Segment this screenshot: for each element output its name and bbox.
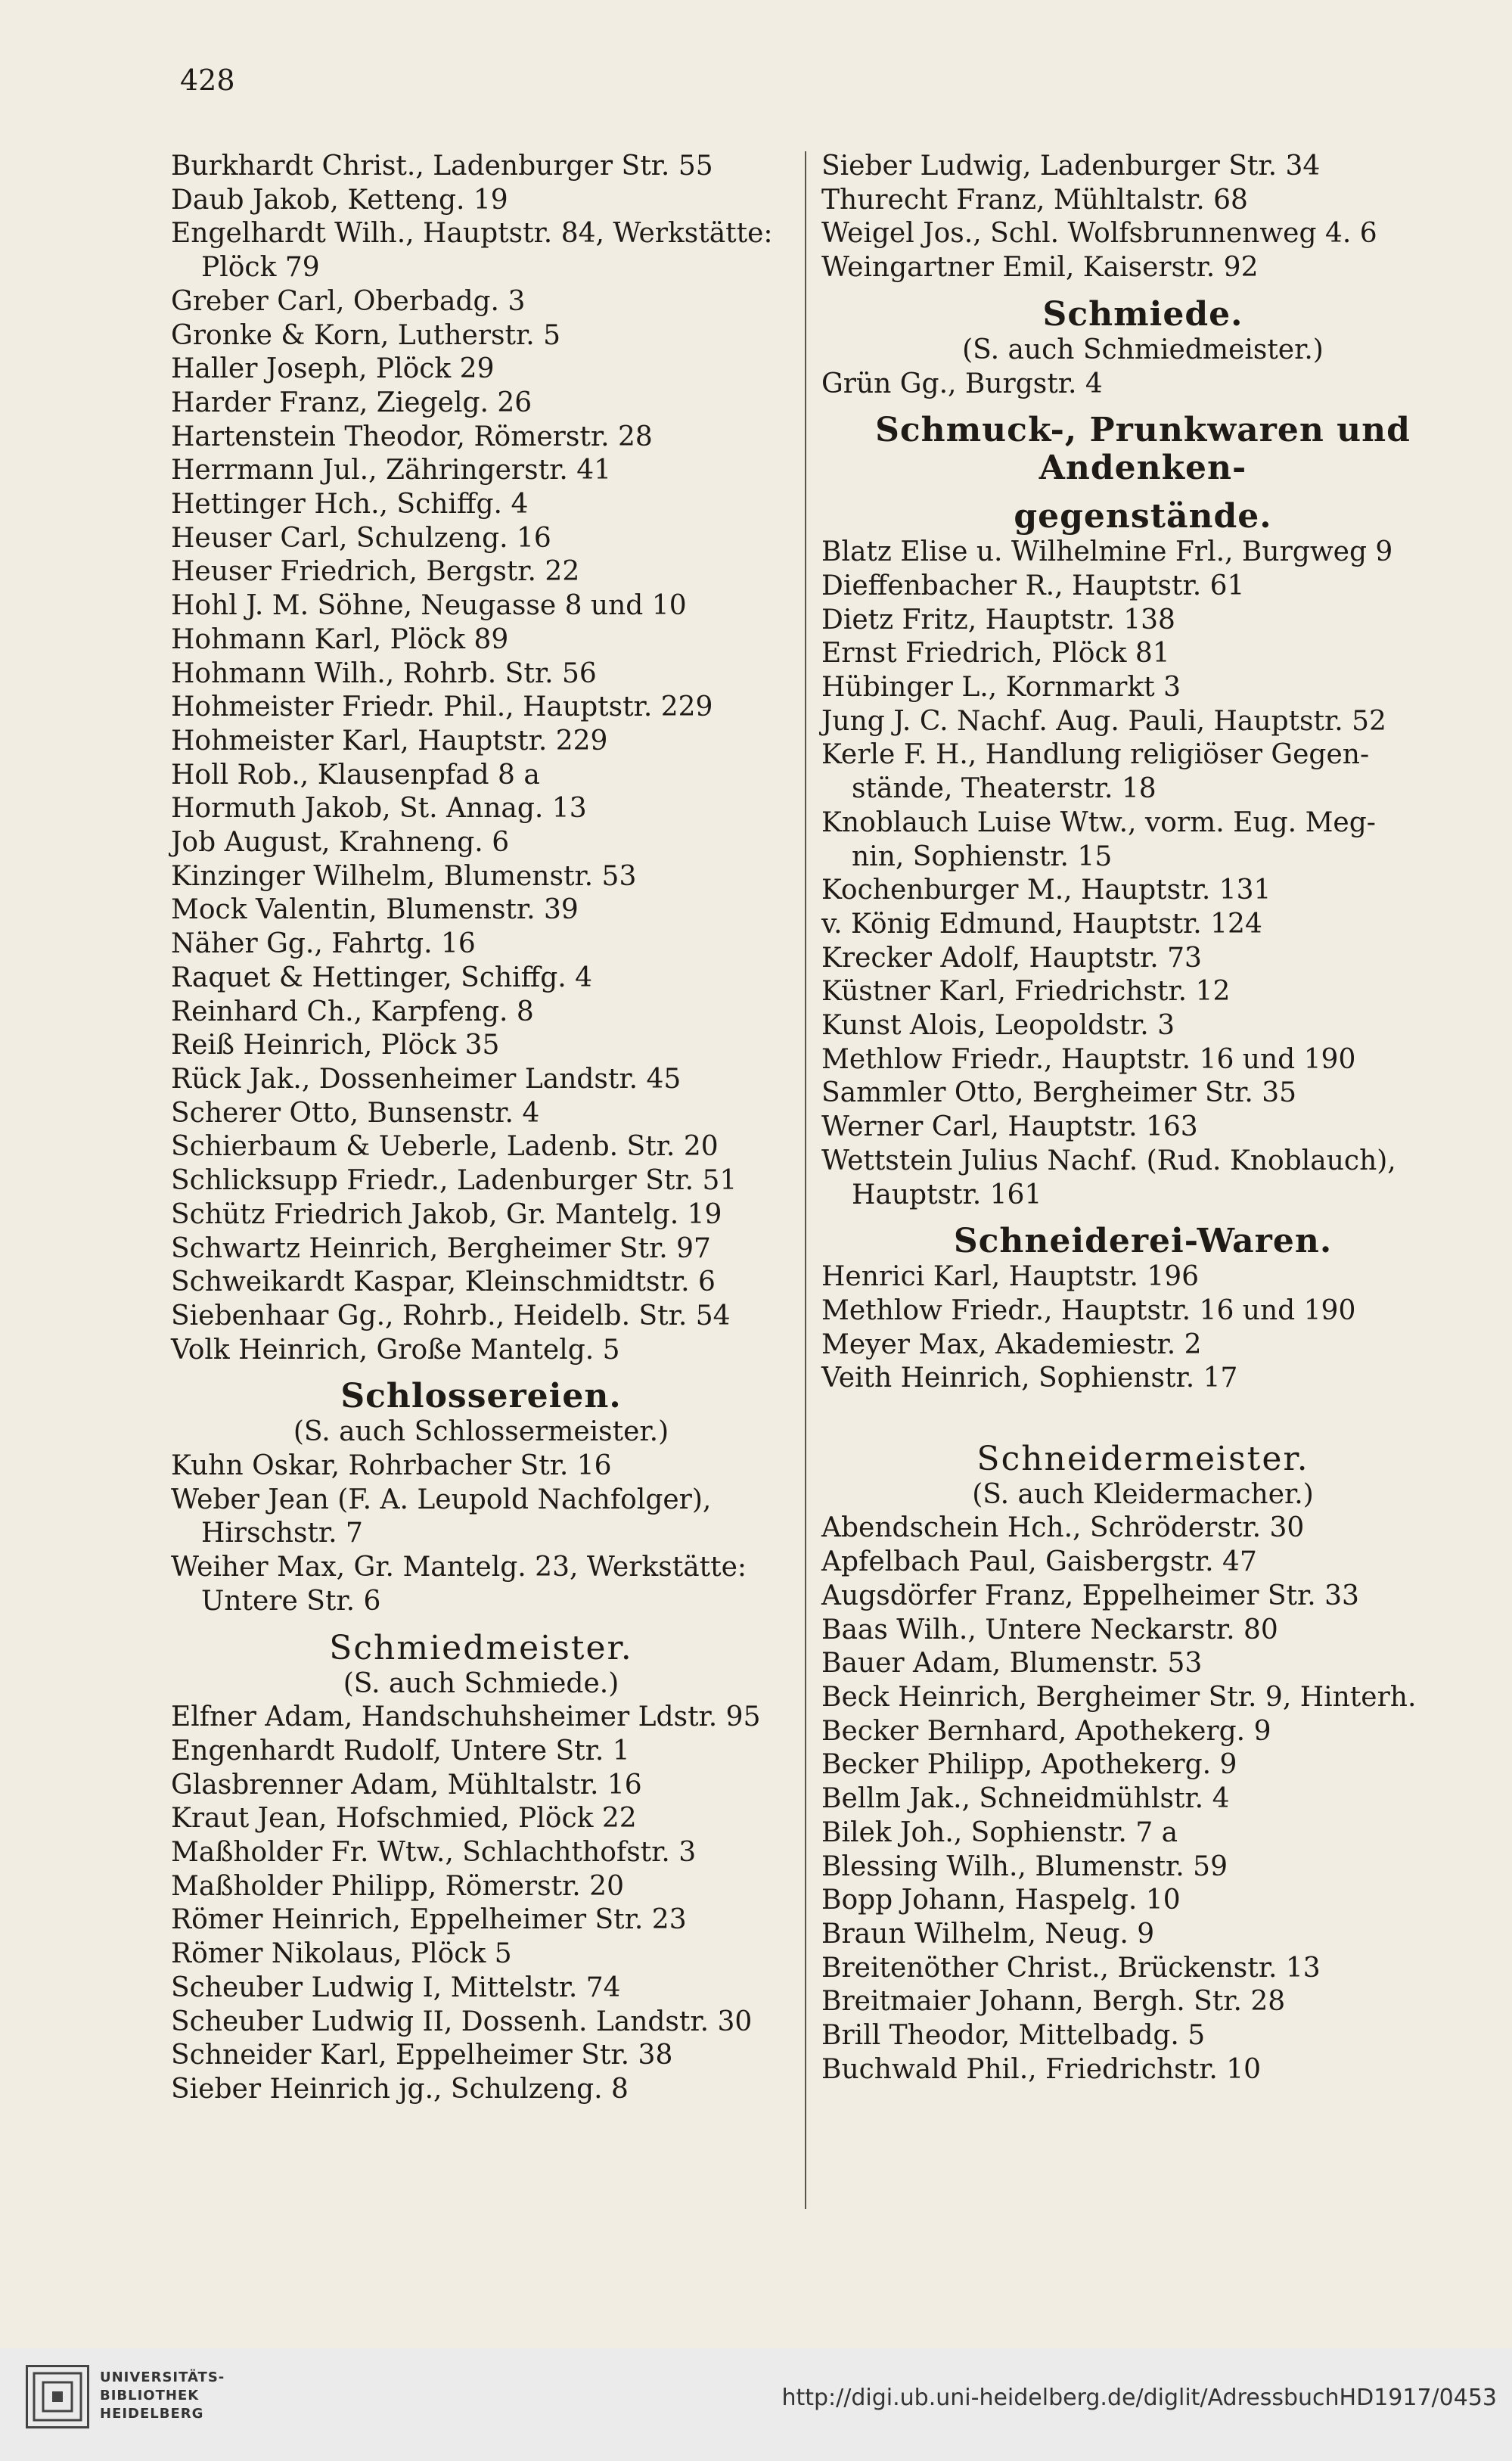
directory-entry: Schütz Friedrich Jakob, Gr. Mantelg. 19 (171, 1198, 722, 1230)
right-column (821, 150, 1464, 2087)
directory-entry: Scheuber Ludwig I, Mittelstr. 74 (171, 1972, 621, 2003)
directory-entry: Hohmeister Friedr. Phil., Hauptstr. 229 (171, 691, 713, 723)
directory-entry: Weiher Max, Gr. Mantelg. 23, Werkstätte: (171, 1552, 747, 1583)
directory-entry: Wettstein Julius Nachf. (Rud. Knoblauch), (821, 1145, 1396, 1176)
directory-entry: Maßholder Philipp, Römerstr. 20 (171, 1870, 624, 1902)
directory-entry: Sieber Heinrich jg., Schulzeng. 8 (171, 2073, 629, 2105)
directory-entry: Baas Wilh., Untere Neckarstr. 80 (821, 1614, 1278, 1645)
directory-entry: Jung J. C. Nachf. Aug. Pauli, Hauptstr. 52 (821, 705, 1386, 737)
directory-entry: Bellm Jak., Schneidmühlstr. 4 (821, 1783, 1230, 1815)
directory-entry: Näher Gg., Fahrtg. 16 (171, 928, 476, 960)
directory-entry: Breitenöther Christ., Brückenstr. 13 (821, 1952, 1321, 1984)
directory-entry: Bopp Johann, Haspelg. 10 (821, 1885, 1181, 1916)
directory-entry: Scherer Otto, Bunsenstr. 4 (171, 1097, 540, 1129)
directory-entry: Becker Bernhard, Apothekerg. 9 (821, 1715, 1271, 1747)
directory-entry: Mock Valentin, Blumenstr. 39 (171, 894, 579, 926)
directory-entry: Hettinger Hch., Schiffg. 4 (171, 489, 529, 520)
directory-entry: Greber Carl, Oberbadg. 3 (171, 285, 526, 317)
cross-reference-note: (S. auch Kleidermacher.) (972, 1478, 1314, 1510)
directory-entry: Thurecht Franz, Mühltalstr. 68 (821, 184, 1248, 216)
cross-reference-note: (S. auch Schmiede.) (343, 1667, 619, 1699)
section-heading: Schmuck-, Prunkwaren und Andenken- (875, 411, 1411, 488)
directory-entry: Kerle F. H., Handlung religiöser Gegen- (821, 739, 1370, 771)
page-number: 428 (180, 64, 235, 97)
directory-entry: Knoblauch Luise Wtw., vorm. Eug. Meg- (821, 806, 1376, 838)
logo-text-line-3: HEIDELBERG (100, 2406, 204, 2422)
directory-entry-continuation: Hauptstr. 161 (852, 1179, 1042, 1210)
directory-entry: Burkhardt Christ., Ladenburger Str. 55 (171, 151, 713, 182)
logo-text-line-2: BIBLIOTHEK (100, 2388, 200, 2404)
directory-entry: Hartenstein Theodor, Römerstr. 28 (171, 421, 653, 452)
directory-entry: Gronke & Korn, Lutherstr. 5 (171, 319, 561, 351)
directory-entry: Breitmaier Johann, Bergh. Str. 28 (821, 1986, 1286, 2018)
section-heading: gegenstände. (1014, 497, 1272, 536)
directory-entry: Veith Heinrich, Sophienstr. 17 (821, 1363, 1238, 1394)
directory-entry: Dietz Fritz, Hauptstr. 138 (821, 604, 1175, 635)
directory-entry: Raquet & Hettinger, Schiffg. 4 (171, 962, 593, 993)
directory-entry: Henrici Karl, Hauptstr. 196 (821, 1261, 1200, 1293)
directory-entry: Brill Theodor, Mittelbadg. 5 (821, 2020, 1206, 2052)
section-heading: Schneiderei-Waren. (953, 1222, 1333, 1261)
directory-entry: Küstner Karl, Friedrichstr. 12 (821, 976, 1231, 1008)
directory-entry: Apfelbach Paul, Gaisbergstr. 47 (821, 1546, 1257, 1578)
directory-entry: Grün Gg., Burgstr. 4 (821, 368, 1103, 399)
directory-entry: Bilek Joh., Sophienstr. 7 a (821, 1816, 1178, 1848)
footer-bar (0, 2348, 1512, 2461)
directory-entry: Maßholder Fr. Wtw., Schlachthofstr. 3 (171, 1837, 697, 1869)
directory-entry: Blatz Elise u. Wilhelmine Frl., Burgweg 9 (821, 536, 1393, 568)
directory-entry-continuation: nin, Sophienstr. 15 (852, 841, 1113, 872)
directory-entry: Elfner Adam, Handschuhsheimer Ldstr. 95 (171, 1701, 761, 1733)
directory-entry: Werner Carl, Hauptstr. 163 (821, 1111, 1198, 1143)
directory-entry: Scheuber Ludwig II, Dossenh. Landstr. 30 (171, 2006, 753, 2037)
directory-entry: Weingartner Emil, Kaiserstr. 92 (821, 252, 1259, 284)
directory-entry-continuation: Hirschstr. 7 (201, 1518, 363, 1549)
directory-entry: Bauer Adam, Blumenstr. 53 (821, 1648, 1203, 1680)
directory-entry: Krecker Adolf, Hauptstr. 73 (821, 942, 1202, 974)
directory-entry-continuation: Untere Str. 6 (201, 1585, 381, 1617)
directory-entry: Becker Philipp, Apothekerg. 9 (821, 1749, 1237, 1781)
directory-entry: Harder Franz, Ziegelg. 26 (171, 387, 532, 418)
directory-entry: Kunst Alois, Leopoldstr. 3 (821, 1010, 1175, 1042)
directory-entry: Siebenhaar Gg., Rohrb., Heidelb. Str. 54 (171, 1300, 731, 1331)
directory-entry: Hohmann Wilh., Rohrb. Str. 56 (171, 657, 597, 689)
directory-entry: Braun Wilhelm, Neug. 9 (821, 1918, 1155, 1950)
directory-entry: Reinhard Ch., Karpfeng. 8 (171, 996, 534, 1027)
directory-entry: Schneider Karl, Eppelheimer Str. 38 (171, 2040, 673, 2071)
directory-entry: Sammler Otto, Bergheimer Str. 35 (821, 1077, 1297, 1109)
directory-entry: Hohmeister Karl, Hauptstr. 229 (171, 725, 608, 757)
directory-entry: Kuhn Oskar, Rohrbacher Str. 16 (171, 1450, 612, 1482)
directory-entry: Weber Jean (F. A. Leupold Nachfolger), (171, 1484, 712, 1515)
directory-entry: Sieber Ludwig, Ladenburger Str. 34 (821, 151, 1321, 182)
directory-entry: Römer Heinrich, Eppelheimer Str. 23 (171, 1904, 687, 1936)
directory-entry: Hormuth Jakob, St. Annag. 13 (171, 793, 587, 825)
left-column (171, 150, 791, 2107)
directory-entry: v. König Edmund, Hauptstr. 124 (821, 908, 1262, 940)
directory-entry: Abendschein Hch., Schröderstr. 30 (821, 1512, 1305, 1544)
directory-entry: Rück Jak., Dossenheimer Landstr. 45 (171, 1063, 681, 1095)
directory-entry: Buchwald Phil., Friedrichstr. 10 (821, 2053, 1262, 2085)
directory-entry: Hübinger L., Kornmarkt 3 (821, 672, 1181, 704)
directory-entry-continuation: Plöck 79 (201, 252, 320, 284)
directory-entry: Schwartz Heinrich, Bergheimer Str. 97 (171, 1232, 711, 1264)
directory-entry: Schlicksupp Friedr., Ladenburger Str. 51 (171, 1165, 737, 1197)
directory-entry: Kinzinger Wilhelm, Blumenstr. 53 (171, 860, 637, 892)
directory-entry: Schweikardt Kaspar, Kleinschmidtstr. 6 (171, 1266, 716, 1298)
directory-entry: Meyer Max, Akademiestr. 2 (821, 1328, 1202, 1360)
directory-entry: Engenhardt Rudolf, Untere Str. 1 (171, 1735, 630, 1767)
directory-entry: Daub Jakob, Ketteng. 19 (171, 184, 508, 216)
cross-reference-note: (S. auch Schmiedmeister.) (962, 334, 1324, 365)
directory-entry: Dieffenbacher R., Hauptstr. 61 (821, 570, 1245, 601)
source-url-link[interactable]: http://digi.ub.uni-heidelberg.de/diglit/AdressbuchHD1917/0453 (781, 2385, 1497, 2411)
directory-entry: Schierbaum & Ueberle, Ladenb. Str. 20 (171, 1131, 719, 1163)
directory-entry: Holl Rob., Klausenpfad 8 a (171, 759, 540, 791)
directory-entry: Beck Heinrich, Bergheimer Str. 9, Hinterh. (821, 1682, 1417, 1713)
directory-entry-continuation: stände, Theaterstr. 18 (852, 773, 1157, 805)
directory-entry: Heuser Friedrich, Bergstr. 22 (171, 556, 580, 588)
directory-entry: Hohl J. M. Söhne, Neugasse 8 und 10 (171, 590, 687, 622)
directory-entry: Kraut Jean, Hofschmied, Plöck 22 (171, 1803, 637, 1835)
directory-entry: Engelhardt Wilh., Hauptstr. 84, Werkstätte: (171, 218, 773, 250)
cross-reference-note: (S. auch Schlossermeister.) (293, 1416, 669, 1448)
university-library-logo-icon (26, 2365, 89, 2428)
spacer (821, 1396, 1464, 1430)
directory-entry: Volk Heinrich, Große Mantelg. 5 (171, 1334, 620, 1366)
directory-entry: Hohmann Karl, Plöck 89 (171, 623, 509, 655)
directory-entry: Herrmann Jul., Zähringerstr. 41 (171, 455, 612, 486)
directory-entry: Römer Nikolaus, Plöck 5 (171, 1938, 512, 1970)
directory-entry: Kochenburger M., Hauptstr. 131 (821, 875, 1271, 906)
directory-entry: Ernst Friedrich, Plöck 81 (821, 638, 1170, 670)
section-heading: Schneidermeister. (976, 1439, 1309, 1478)
column-divider (805, 151, 806, 2209)
logo-text-line-1: UNIVERSITÄTS- (100, 2369, 225, 2385)
directory-entry: Weigel Jos., Schl. Wolfsbrunnenweg 4. 6 (821, 218, 1377, 250)
section-heading: Schmiedmeister. (329, 1628, 633, 1667)
directory-entry: Reiß Heinrich, Plöck 35 (171, 1030, 500, 1061)
section-heading: Schmiede. (1042, 294, 1243, 334)
directory-entry: Heuser Carl, Schulzeng. 16 (171, 522, 551, 554)
directory-entry: Methlow Friedr., Hauptstr. 16 und 190 (821, 1043, 1356, 1075)
directory-entry: Methlow Friedr., Hauptstr. 16 und 190 (821, 1294, 1356, 1326)
directory-entry: Glasbrenner Adam, Mühltalstr. 16 (171, 1769, 642, 1801)
directory-entry: Blessing Wilh., Blumenstr. 59 (821, 1850, 1228, 1882)
directory-entry: Augsdörfer Franz, Eppelheimer Str. 33 (821, 1580, 1359, 1611)
directory-entry: Job August, Krahneng. 6 (171, 827, 510, 859)
directory-entry: Haller Joseph, Plöck 29 (171, 353, 495, 385)
section-heading: Schlossereien. (340, 1377, 622, 1416)
